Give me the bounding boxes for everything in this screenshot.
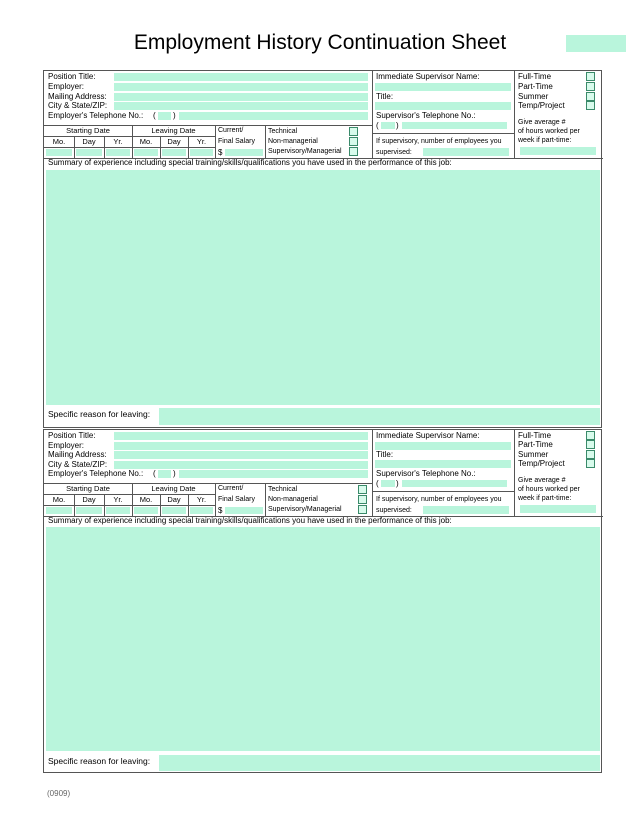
type-parttime-label: Part-Time <box>518 440 553 449</box>
leave-year-input[interactable] <box>190 507 213 514</box>
summary-textarea[interactable] <box>46 527 600 751</box>
type-fulltime-label: Full-Time <box>518 431 552 440</box>
supervisor-phone-paren-open: ( <box>376 479 379 488</box>
salary-input[interactable] <box>225 149 263 156</box>
hours-note-line1: Give average # <box>518 477 566 484</box>
category-supervisory-checkbox[interactable] <box>349 147 358 156</box>
position-title-input[interactable] <box>114 432 368 440</box>
leave-day-input[interactable] <box>162 507 186 514</box>
type-fulltime-checkbox[interactable] <box>586 431 595 440</box>
date-col-leave-day: Day <box>167 137 181 146</box>
type-temp-label: Temp/Project <box>518 101 565 110</box>
date-col-leave-year: Yr. <box>196 495 207 504</box>
city-state-zip-label: City & State/ZIP: <box>48 101 108 110</box>
position-title-label: Position Title: <box>48 72 96 81</box>
employer-phone-paren-open: ( <box>153 469 156 478</box>
salary-dollar-sign: $ <box>218 148 223 157</box>
category-nonmanagerial-checkbox[interactable] <box>358 495 367 504</box>
supervisory-note-line1: If supervisory, number of employees you <box>376 496 502 503</box>
type-summer-label: Summer <box>518 450 549 459</box>
header-input-field[interactable] <box>566 35 626 52</box>
summary-textarea[interactable] <box>46 170 600 405</box>
type-fulltime-checkbox[interactable] <box>586 72 595 81</box>
employees-supervised-input[interactable] <box>423 148 509 156</box>
supervisor-name-input[interactable] <box>375 442 511 450</box>
supervisor-phone-paren-close: ) <box>396 121 399 130</box>
date-col-start-month: Mo. <box>52 495 66 504</box>
position-title-label: Position Title: <box>48 431 96 440</box>
hours-note-line2: of hours worked per <box>518 486 580 493</box>
hours-note-line3: week if part-time: <box>518 137 572 144</box>
category-supervisory-label: Supervisory/Managerial <box>268 148 342 155</box>
type-parttime-label: Part-Time <box>518 82 553 91</box>
salary-label-current: Current/ <box>218 127 244 134</box>
mailing-address-label: Mailing Address: <box>48 450 107 459</box>
employer-phone-paren-close: ) <box>173 469 176 478</box>
start-month-input[interactable] <box>46 149 72 156</box>
leave-day-input[interactable] <box>162 149 186 156</box>
type-summer-label: Summer <box>518 92 549 101</box>
category-technical-label: Technical <box>268 486 298 493</box>
supervisor-name-label: Immediate Supervisor Name: <box>376 72 480 81</box>
type-temp-label: Temp/Project <box>518 459 565 468</box>
employer-area-code-input[interactable] <box>158 470 171 478</box>
supervisor-phone-input[interactable] <box>402 480 507 487</box>
employer-phone-label: Employer's Telephone No.: <box>48 111 144 120</box>
supervisory-note-line2: supervised: <box>376 149 412 156</box>
mailing-address-input[interactable] <box>114 451 368 459</box>
mailing-address-label: Mailing Address: <box>48 92 107 101</box>
summary-label: Summary of experience including special training/skills/qualifications you have used in the performance of this job: <box>48 516 452 525</box>
employment-entry-1 <box>43 70 602 428</box>
employer-input[interactable] <box>114 442 368 450</box>
supervisor-phone-label: Supervisor's Telephone No.: <box>376 469 476 478</box>
page-title: Employment History Continuation Sheet <box>133 31 507 54</box>
type-temp-checkbox[interactable] <box>586 101 595 110</box>
start-day-input[interactable] <box>76 149 102 156</box>
hours-per-week-input[interactable] <box>520 505 596 513</box>
salary-label-final: Final Salary <box>218 138 255 145</box>
category-technical-checkbox[interactable] <box>349 127 358 136</box>
type-fulltime-label: Full-Time <box>518 72 552 81</box>
city-state-zip-input[interactable] <box>114 461 368 469</box>
salary-label-current: Current/ <box>218 485 244 492</box>
type-parttime-checkbox[interactable] <box>586 82 595 91</box>
reason-leaving-input[interactable] <box>159 755 600 771</box>
category-nonmanagerial-label: Non-managerial <box>268 496 318 503</box>
hours-note-line1: Give average # <box>518 119 566 126</box>
employees-supervised-input[interactable] <box>423 506 509 514</box>
supervisor-phone-input[interactable] <box>402 122 507 129</box>
leave-year-input[interactable] <box>190 149 213 156</box>
salary-dollar-sign: $ <box>218 506 223 515</box>
date-col-start-year: Yr. <box>113 137 123 146</box>
leaving-date-header: Leaving Date <box>151 484 196 493</box>
reason-leaving-label: Specific reason for leaving: <box>48 409 151 419</box>
leave-month-input[interactable] <box>134 149 158 156</box>
mailing-address-input[interactable] <box>114 93 368 101</box>
start-day-input[interactable] <box>76 507 102 514</box>
employer-phone-input[interactable] <box>179 470 368 478</box>
category-supervisory-label: Supervisory/Managerial <box>268 506 342 513</box>
category-supervisory-checkbox[interactable] <box>358 505 367 514</box>
employer-phone-input[interactable] <box>179 112 368 120</box>
supervisory-note-line1: If supervisory, number of employees you <box>376 138 502 145</box>
date-col-start-month: Mo. <box>52 137 66 146</box>
city-state-zip-label: City & State/ZIP: <box>48 460 108 469</box>
type-summer-checkbox[interactable] <box>586 450 595 459</box>
category-technical-label: Technical <box>268 128 298 135</box>
starting-date-header: Starting Date <box>66 126 110 135</box>
date-col-start-year: Yr. <box>113 495 123 504</box>
date-col-start-day: Day <box>82 137 96 146</box>
date-col-start-day: Day <box>82 495 96 504</box>
supervisor-phone-paren-close: ) <box>396 479 399 488</box>
date-col-leave-month: Mo. <box>139 137 153 146</box>
leave-month-input[interactable] <box>134 507 158 514</box>
summary-label: Summary of experience including special training/skills/qualifications you have used in the performance of this job: <box>48 158 452 167</box>
employer-area-code-input[interactable] <box>158 112 171 120</box>
form-code: (0909) <box>47 789 71 798</box>
hours-note-line2: of hours worked per <box>518 128 580 135</box>
starting-date-header: Starting Date <box>66 484 110 493</box>
employer-label: Employer: <box>48 441 85 450</box>
employer-label: Employer: <box>48 82 85 91</box>
supervisor-phone-label: Supervisor's Telephone No.: <box>376 111 476 120</box>
category-nonmanagerial-label: Non-managerial <box>268 138 318 145</box>
start-year-input[interactable] <box>106 149 130 156</box>
supervisor-title-label: Title: <box>376 92 394 101</box>
hours-note-line3: week if part-time: <box>518 495 572 502</box>
employment-entry-2 <box>43 429 602 773</box>
employer-phone-paren-close: ) <box>173 111 176 120</box>
employer-phone-label: Employer's Telephone No.: <box>48 469 144 478</box>
employer-phone-paren-open: ( <box>153 111 156 120</box>
date-col-leave-month: Mo. <box>139 495 153 504</box>
city-state-zip-input[interactable] <box>114 102 368 110</box>
hours-per-week-input[interactable] <box>520 147 596 155</box>
supervisor-title-label: Title: <box>376 450 394 459</box>
salary-input[interactable] <box>225 507 263 514</box>
reason-leaving-input[interactable] <box>159 408 600 425</box>
supervisor-title-input[interactable] <box>375 460 511 468</box>
supervisor-area-code-input[interactable] <box>381 480 395 487</box>
type-temp-checkbox[interactable] <box>586 459 595 468</box>
supervisor-name-label: Immediate Supervisor Name: <box>376 431 480 440</box>
date-col-leave-year: Yr. <box>196 137 207 146</box>
supervisor-area-code-input[interactable] <box>381 122 395 129</box>
employer-input[interactable] <box>114 83 368 91</box>
supervisor-title-input[interactable] <box>375 102 511 110</box>
reason-leaving-label: Specific reason for leaving: <box>48 756 151 766</box>
type-parttime-checkbox[interactable] <box>586 440 595 449</box>
supervisory-note-line2: supervised: <box>376 507 412 514</box>
category-nonmanagerial-checkbox[interactable] <box>349 137 358 146</box>
type-summer-checkbox[interactable] <box>586 92 595 101</box>
category-technical-checkbox[interactable] <box>358 485 367 494</box>
date-col-leave-day: Day <box>167 495 181 504</box>
supervisor-phone-paren-open: ( <box>376 121 379 130</box>
start-year-input[interactable] <box>106 507 130 514</box>
salary-label-final: Final Salary <box>218 496 255 503</box>
start-month-input[interactable] <box>46 507 72 514</box>
supervisor-name-input[interactable] <box>375 83 511 91</box>
position-title-input[interactable] <box>114 73 368 81</box>
leaving-date-header: Leaving Date <box>151 126 196 135</box>
